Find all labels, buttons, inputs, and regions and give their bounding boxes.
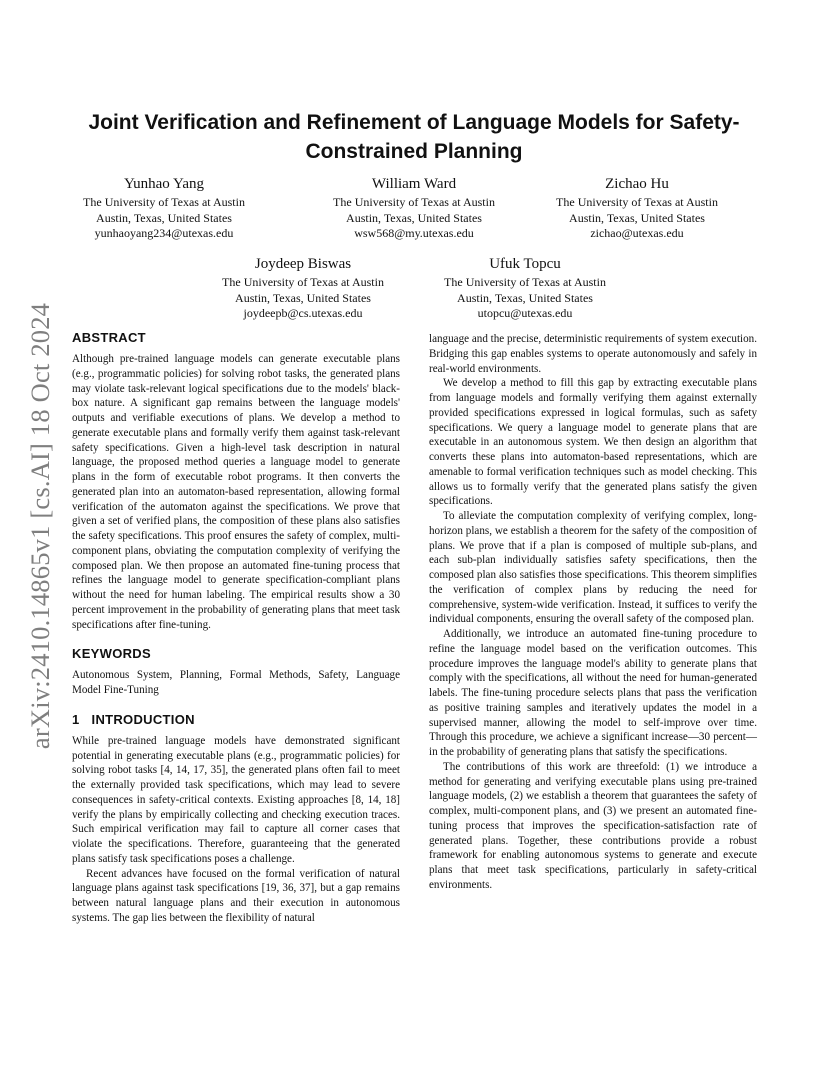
author-email: zichao@utexas.edu	[590, 226, 684, 240]
author-block-3	[517, 175, 757, 242]
author-name: William Ward	[371, 176, 457, 192]
intro-paragraph-3: We develop a method to fill this gap by extracting executable plans from language models and formally verifying them against externally provided specifications expressed in logical formulas, such as safety specifications. We query a language model to generate plans that are executable in an autonomous system. We then design an algorithm that converts these plans into automaton-based representations, which are amenable to formal verification techniques such as model checking. This allows us to formally verify that the generated plans satisfy the given specifications.	[429, 377, 757, 508]
arxiv-identifier-stamp	[20, 296, 60, 756]
author-block-4	[183, 255, 423, 322]
author-email: yunhaoyang234@utexas.edu	[94, 226, 234, 240]
author-affiliation: The University of Texas at Austin	[444, 275, 606, 289]
author-name: Zichao Hu	[605, 176, 669, 192]
intro-paragraph-2: Recent advances have focused on the formal verification of natural language plans against task specifications [19, 36, 37], but a gap remains between natural language plans and their execution in autonomous systems. The gap lies between the flexibility of natural	[72, 867, 400, 924]
author-location: Austin, Texas, United States	[96, 210, 232, 225]
author-location: Austin, Texas, United States	[346, 210, 482, 225]
author-name: Joydeep Biswas	[254, 256, 352, 272]
paper-title: Joint Verification and Refinement of Language Models for Safety-Constrained Planning	[88, 111, 740, 163]
author-location: Austin, Texas, United States	[457, 290, 593, 305]
intro-paragraph-4: To alleviate the computation complexity of verifying complex, long-horizon plans, we establish a theorem for the safety of the composition of plans. We prove that if a plan is composed of multiple sub-plans, and each sub-plan individually satisfies safety specifications, then the composed plan also satisfies those specifications. This theorem simplifies the verification of complex plans by reducing the need for comprehensive, system-wide verification. Instead, it suffices to verify the individual components, ensuring the overall safety of the composed plan.	[429, 510, 757, 626]
author-block-2	[294, 175, 534, 242]
author-block-5	[405, 255, 645, 322]
keywords-text: Autonomous System, Planning, Formal Methods, Safety, Language Model Fine-Tuning	[72, 669, 400, 696]
abstract-text: Although pre-trained language models can generate executable plans (e.g., programmatic policies) for solving robot tasks, the generated plans may violate task-relevant logical specifications due to the models' black-box nature. A significant gap remains between the language models' outputs and verifiable executions of plans. We develop a method to generate executable plans and formally verify them against task-relevant safety specifications. Given a high-level task description in natural language, the proposed method queries a language model to generate plans in the form of executable robot programs. It then converts the generated plan into an automaton-based representation, allowing formal verification of the automaton against the specifications. We prove that given a set of verified plans, the composition of these plans also satisfies the safety specifications. This proof ensures the safety of complex, multi-component plans, obviating the computation complexity of verifying the composed plan. We then propose an automated fine-tuning process that refines the language model to generate specification-compliant plans without the need for human labeling. The empirical results show a 30 percent improvement in the probability of generating plans that meet task specifications after fine-tuning.	[72, 353, 400, 631]
author-block-1	[44, 175, 284, 242]
author-affiliation: The University of Texas at Austin	[333, 195, 495, 209]
introduction-heading	[72, 712, 400, 728]
author-affiliation: The University of Texas at Austin	[222, 275, 384, 289]
author-email: wsw568@my.utexas.edu	[354, 226, 474, 240]
author-name: Yunhao Yang	[123, 176, 204, 192]
keywords-heading: KEYWORDS	[72, 646, 151, 662]
arxiv-identifier-text: arXiv:2410.14865v1 [cs.AI] 18 Oct 2024	[25, 302, 55, 750]
abstract-heading: ABSTRACT	[72, 330, 146, 345]
author-name: Ufuk Topcu	[489, 256, 561, 272]
intro-paragraph-5: Additionally, we introduce an automated fine-tuning procedure to refine the language model based on the verification outcomes. This procedure improves the language model's ability to generate plans that comply with the specifications, all without the need for human-generated labels. The fine-tuning procedure selects plans that pass the verification as positive training samples and iteratively updates the model in a supervised manner, allowing the model to self-improve over time. Through this procedure, we achieve a significant increase—30 percent—in the probability of generating plans that satisfy the specifications.	[429, 628, 757, 758]
author-email: utopcu@utexas.edu	[477, 306, 573, 320]
author-location: Austin, Texas, United States	[569, 210, 705, 225]
left-column	[72, 330, 400, 926]
author-affiliation: The University of Texas at Austin	[83, 195, 245, 209]
intro-paragraph-2-continued: language and the precise, deterministic requirements of system execution. Bridging this gap enables systems to operate autonomously and safely in real-world environments.	[429, 333, 757, 375]
author-email: joydeepb@cs.utexas.edu	[243, 306, 363, 320]
section-title: INTRODUCTION	[91, 711, 195, 727]
intro-paragraph-6: The contributions of this work are threefold: (1) we introduce a method for generating and verifying executable plans using pre-trained language models, (2) we establish a theorem that guarantees the safety of complex, multi-component plans, and (3) we present an automated fine-tuning process that improves the specification-satisfaction rate of generated plans. Together, these contributions provide a robust framework for enabling autonomous systems to generate and execute plans that meet task specifications, particularly in safety-critical environments.	[429, 760, 757, 891]
author-affiliation: The University of Texas at Austin	[556, 195, 718, 209]
right-column	[429, 332, 757, 893]
intro-paragraph-1: While pre-trained language models have demonstrated significant potential in generating executable plans (e.g., programmatic policies) for solving robot tasks [4, 14, 17, 35], the generated plans often fail to meet the externally provided task specifications, which may lead to severe consequences in safety-critical contexts. Existing approaches [8, 14, 18] verify the plans by empirically collecting and checking execution traces. Such empirical verification may fail to capture all corner cases that violate the specifications. Therefore, guaranteeing that the generated plans satisfy task specifications poses a challenge.	[72, 734, 400, 865]
author-location: Austin, Texas, United States	[235, 290, 371, 305]
section-number: 1	[72, 711, 80, 727]
